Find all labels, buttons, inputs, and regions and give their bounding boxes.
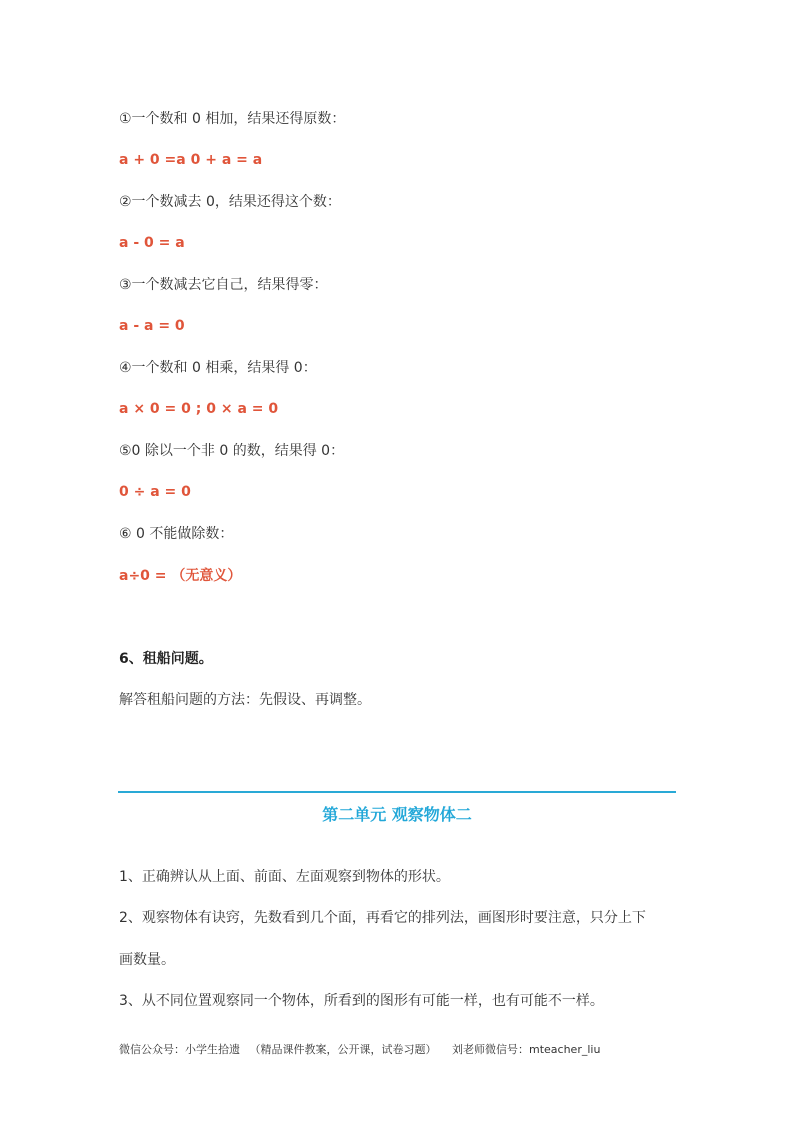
rule-2-text: ②一个数减去 0，结果还得这个数：: [119, 194, 341, 210]
rule-4-text: ④一个数和 0 相乘，结果得 0：: [119, 360, 317, 376]
footer-desc: （精品课件教案，公开课，试卷习题）: [249, 1043, 437, 1056]
rule-4-formula: a × 0 = 0 ; 0 × a = 0: [119, 401, 279, 417]
unit-divider: [118, 791, 676, 793]
rule-6-formula: a÷0 = （无意义）: [119, 568, 242, 584]
rule-3-formula: a - a = 0: [119, 318, 185, 334]
page-footer: [119, 1043, 600, 1057]
unit-2-item-1: 1、正确辨认从上面、前面、左面观察到物体的形状。: [119, 869, 450, 885]
unit-2-item-2-cont: 画数量。: [119, 952, 175, 968]
section-6-title: 6、租船问题。: [119, 651, 213, 667]
rule-1-text: ①一个数和 0 相加，结果还得原数：: [119, 111, 346, 127]
section-6-body: 解答租船问题的方法：先假设、再调整。: [119, 692, 371, 708]
rule-2-formula: a - 0 = a: [119, 235, 185, 251]
rule-1-formula: a + 0 =a 0 + a = a: [119, 152, 263, 168]
rule-5-text: ⑤0 除以一个非 0 的数，结果得 0：: [119, 443, 345, 459]
footer-account: 微信公众号：小学生拾遗: [119, 1043, 240, 1056]
rule-5-formula: 0 ÷ a = 0: [119, 484, 191, 500]
rule-3-text: ③一个数减去它自己，结果得零：: [119, 277, 328, 293]
unit-2-item-2: 2、观察物体有诀窍，先数看到几个面，再看它的排列法，画图形时要注意，只分上下: [119, 910, 646, 926]
unit-2-item-3: 3、从不同位置观察同一个物体，所看到的图形有可能一样，也有可能不一样。: [119, 993, 604, 1009]
footer-teacher: 刘老师微信号：mteacher_liu: [452, 1043, 601, 1056]
unit-2-heading: 第二单元 观察物体二: [322, 805, 472, 824]
rule-6-text: ⑥ 0 不能做除数：: [119, 526, 234, 542]
